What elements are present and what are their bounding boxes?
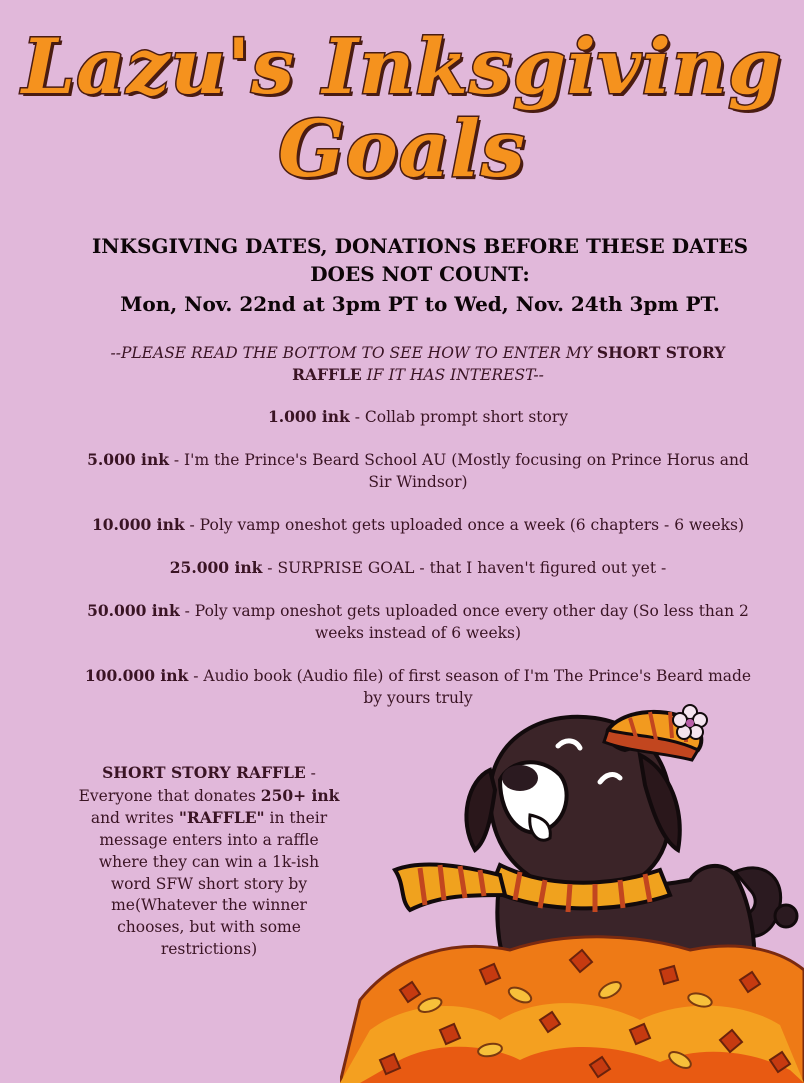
goal-amount: 10.000 ink (91, 515, 185, 534)
goal-item (80, 600, 756, 644)
raffle-text-1: Everyone that donates (78, 786, 261, 805)
goal-text: - Poly vamp oneshot gets uploaded once a week (6 chapters - 6 weeks) (184, 516, 745, 534)
goal-amount: 100.000 ink (84, 666, 189, 685)
raffle-note (80, 342, 756, 386)
raffle-amount: 250+ ink (260, 785, 340, 805)
goal-amount: 50.000 ink (87, 601, 180, 620)
raffle-heading: SHORT STORY RAFFLE (102, 763, 306, 782)
note-suffix: IF IT HAS INTEREST-- (361, 366, 544, 384)
title-line-2: Goals (278, 104, 526, 195)
raffle-text-2: and writes (90, 809, 179, 828)
goal-item (80, 406, 756, 428)
dates-section (60, 232, 780, 318)
goal-text: - Audio book (Audio file) of first season of I'm The Prince's Beard made by yours truly (188, 667, 752, 707)
title-line-1: Lazu's Inksgiving (21, 22, 783, 111)
goal-amount: 5.000 ink (87, 450, 169, 469)
goal-amount: 1.000 ink (267, 407, 350, 426)
goal-item (80, 557, 756, 579)
raffle-dash: - (305, 764, 316, 782)
goal-amount: 25.000 ink (169, 558, 263, 577)
goal-text: - Poly vamp oneshot gets uploaded once every other day (So less than 2 weeks instead of 6 weeks) (179, 602, 749, 642)
raffle-description (78, 762, 340, 960)
goal-text: - SURPRISE GOAL - that I haven't figured out yet - (262, 559, 667, 577)
raffle-text-3: in their message enters into a raffle where they can win a 1k-ish word SFW short story by me(Whatever the winner chooses, but with some restrictions) (98, 809, 328, 958)
note-emphasis: SHORT STORY RAFFLE (292, 343, 726, 384)
dates-range: Mon, Nov. 22nd at 3pm PT to Wed, Nov. 24th 3pm PT. (120, 292, 720, 316)
goal-text: - Collab prompt short story (349, 408, 569, 426)
raffle-keyword: "RAFFLE" (178, 808, 265, 828)
dates-heading: INKSGIVING DATES, DONATIONS BEFORE THESE DATES DOES NOT COUNT: (91, 234, 749, 286)
goal-item (80, 449, 756, 493)
goal-item (80, 514, 756, 536)
dog-illustration (340, 700, 804, 1083)
note-prefix: --PLEASE READ THE BOTTOM TO SEE HOW TO ENTER MY (110, 344, 597, 362)
goal-text: - I'm the Prince's Beard School AU (Mostly focusing on Prince Horus and Sir Windsor) (168, 451, 749, 491)
